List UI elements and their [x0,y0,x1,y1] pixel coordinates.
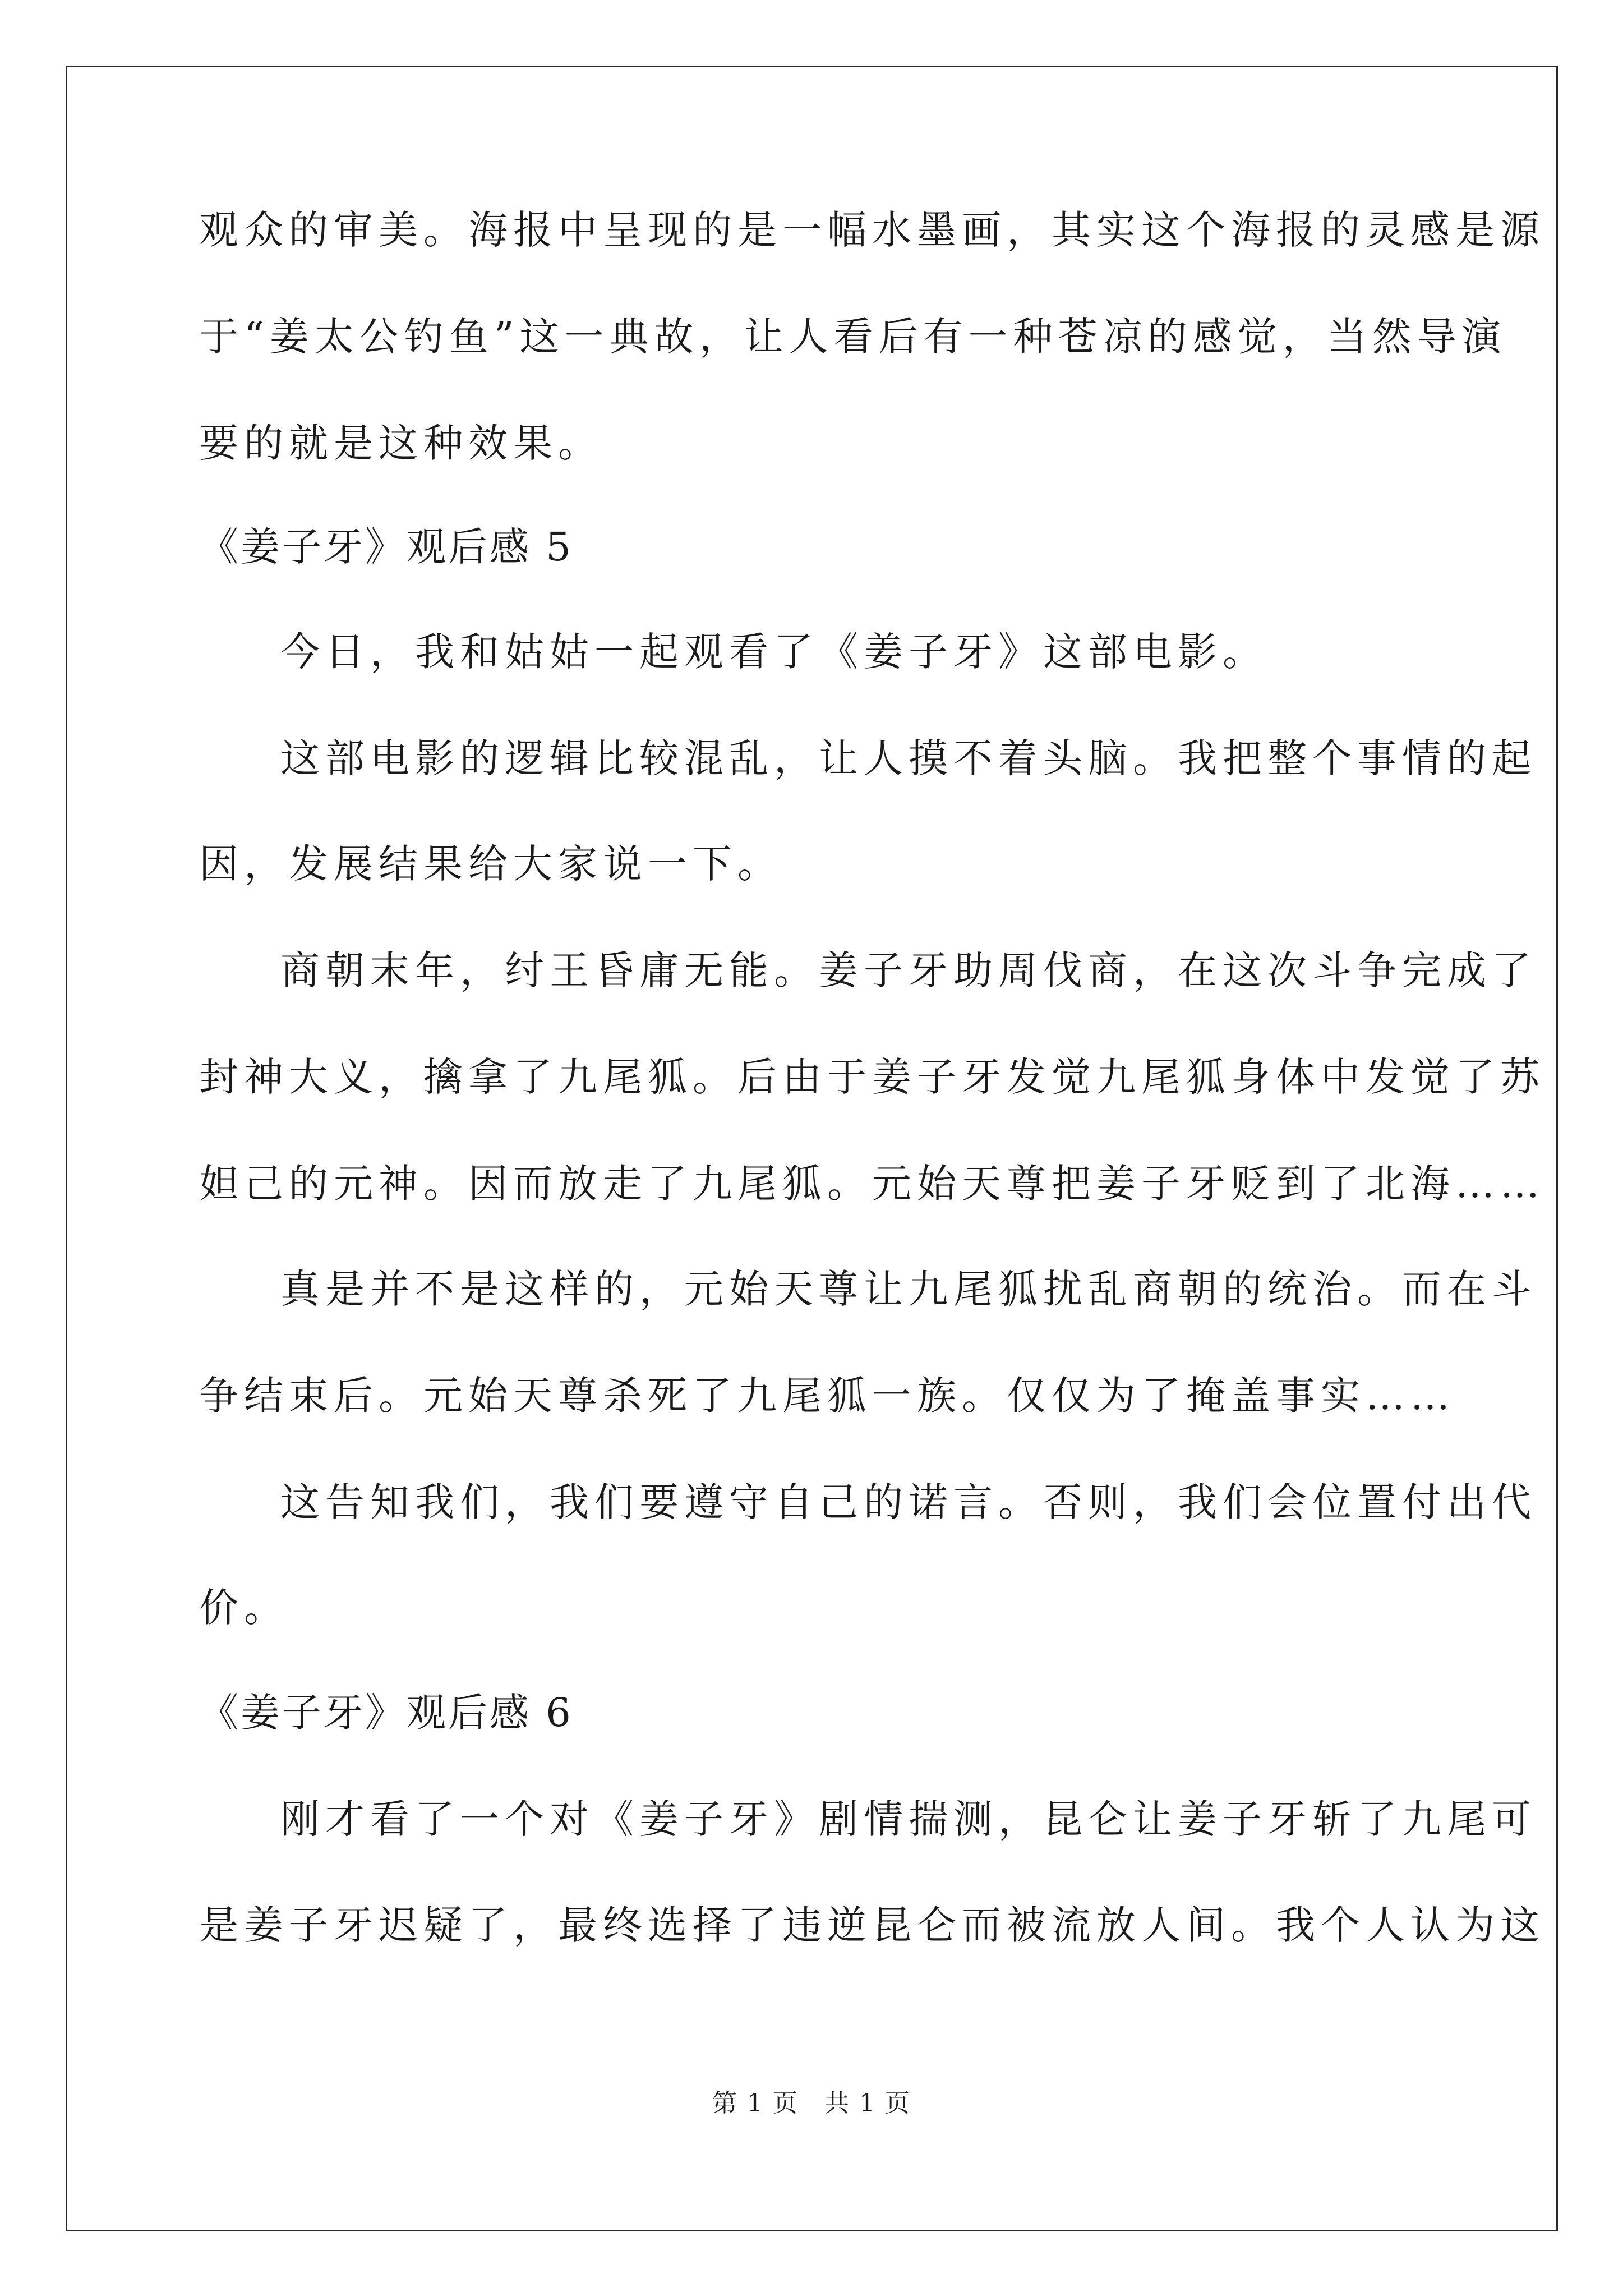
text-line: 这部电影的逻辑比较混乱，让人摸不着头脑。我把整个事情的起 [280,735,1537,781]
section-heading: 《姜子牙》观后感 5 [199,524,573,570]
text-line: 封神大义，擒拿了九尾狐。后由于姜子牙发觉九尾狐身体中发觉了苏 [199,1054,1545,1100]
section-heading: 《姜子牙》观后感 6 [199,1690,573,1736]
text-line: 价。 [199,1585,289,1631]
page-number-footer: 第 1 页 共 1 页 [712,2089,911,2118]
text-line: 因，发展结果给大家说一下。 [199,841,782,887]
text-line: 真是并不是这样的，元始天尊让九尾狐扰乱商朝的统治。而在斗 [280,1266,1537,1312]
text-line: 于“姜太公钓鱼”这一典故，让人看后有一种苍凉的感觉，当然导演 [199,314,1507,360]
text-line: 妲己的元神。因而放走了九尾狐。元始天尊把姜子牙贬到了北海…… [199,1161,1545,1207]
text-line: 商朝末年，纣王昏庸无能。姜子牙助周伐商，在这次斗争完成了 [280,947,1537,993]
text-line: 这告知我们，我们要遵守自己的诺言。否则，我们会位置付出代 [280,1479,1537,1525]
text-line: 争结束后。元始天尊杀死了九尾狐一族。仅仅为了掩盖事实…… [199,1373,1455,1419]
text-line: 是姜子牙迟疑了，最终选择了违逆昆仑而被流放人间。我个人认为这 [199,1902,1545,1948]
text-line: 刚才看了一个对《姜子牙》剧情揣测，昆仑让姜子牙斩了九尾可 [280,1796,1537,1842]
text-line: 观众的审美。海报中呈现的是一幅水墨画，其实这个海报的灵感是源 [199,207,1545,253]
text-line: 要的就是这种效果。 [199,420,603,466]
text-line: 今日，我和姑姑一起观看了《姜子牙》这部电影。 [280,629,1267,675]
